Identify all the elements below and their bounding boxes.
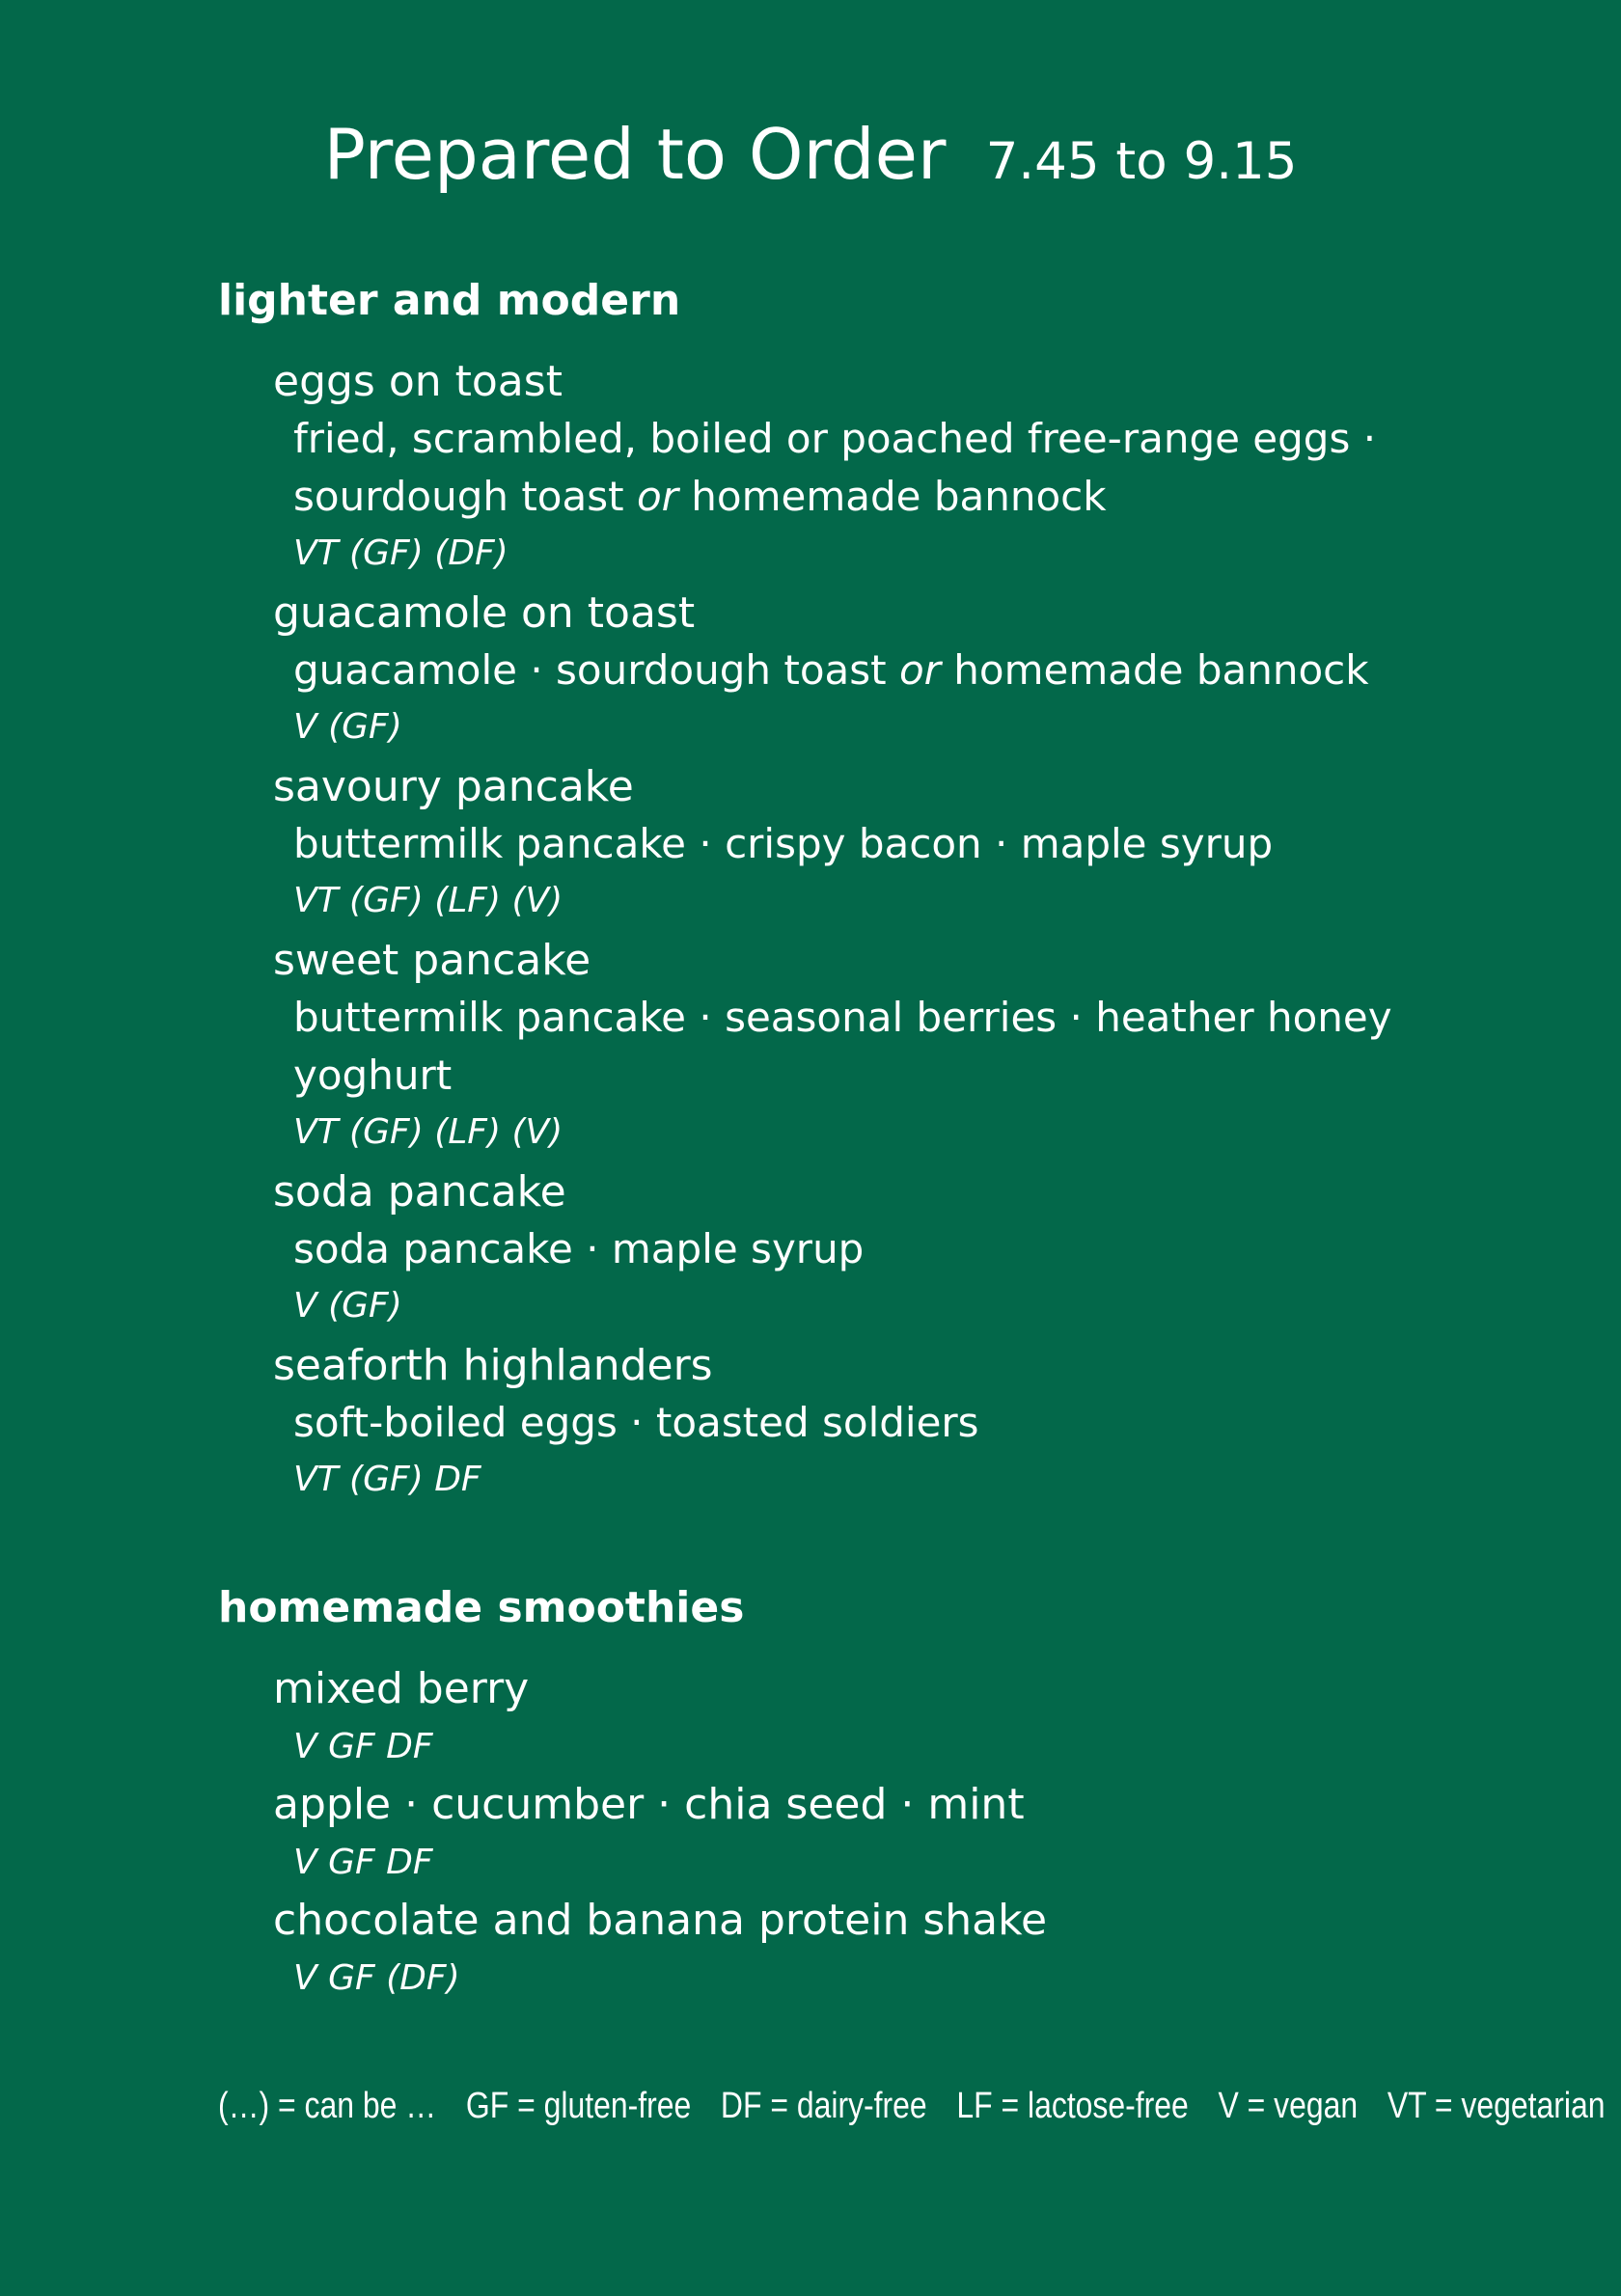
item-name-seaforth-highlanders: seaforth highlanders bbox=[273, 1341, 713, 1390]
item-desc-guacamole-on-toast: guacamole · sourdough toast or homemade bannock bbox=[293, 646, 1369, 694]
service-hours: 7.45 to 9.15 bbox=[985, 132, 1298, 191]
item-tags-mixed-berry: V GF DF bbox=[293, 1727, 433, 1766]
item-name-sweet-pancake: sweet pancake bbox=[273, 936, 591, 985]
item-desc-savoury-pancake: buttermilk pancake · crispy bacon · maple syrup bbox=[293, 820, 1274, 867]
legend-dairy-free: DF = dairy-free bbox=[720, 2086, 927, 2126]
item-tags-eggs-on-toast: VT (GF) (DF) bbox=[293, 533, 508, 573]
item-desc-eggs-on-toast-line2: sourdough toast or homemade bannock bbox=[293, 473, 1107, 520]
section-heading-homemade-smoothies: homemade smoothies bbox=[218, 1583, 745, 1632]
legend-vegetarian: VT = vegetarian bbox=[1387, 2086, 1606, 2126]
item-desc-eggs-on-toast-line1: fried, scrambled, boiled or poached free-range eggs · bbox=[293, 415, 1377, 462]
menu-header bbox=[0, 114, 1621, 195]
item-tags-guacamole-on-toast: V (GF) bbox=[293, 707, 402, 747]
item-name-guacamole-on-toast: guacamole on toast bbox=[273, 588, 696, 638]
legend-lactose-free: LF = lactose-free bbox=[956, 2086, 1189, 2126]
page-title: Prepared to Order bbox=[323, 114, 947, 195]
legend-can-be: (…) = can be … bbox=[218, 2086, 437, 2126]
item-tags-chocolate-banana-shake: V GF (DF) bbox=[293, 1958, 460, 1998]
item-name-chocolate-banana-shake: chocolate and banana protein shake bbox=[273, 1896, 1048, 1945]
legend-gluten-free: GF = gluten-free bbox=[465, 2086, 692, 2126]
item-desc-seaforth-highlanders: soft-boiled eggs · toasted soldiers bbox=[293, 1399, 979, 1446]
item-name-savoury-pancake: savoury pancake bbox=[273, 762, 634, 811]
section-heading-lighter-and-modern: lighter and modern bbox=[218, 276, 681, 325]
item-name-mixed-berry: mixed berry bbox=[273, 1664, 530, 1713]
item-name-soda-pancake: soda pancake bbox=[273, 1167, 566, 1216]
item-tags-savoury-pancake: VT (GF) (LF) (V) bbox=[293, 881, 563, 920]
legend-vegan: V = vegan bbox=[1218, 2086, 1359, 2126]
item-tags-seaforth-highlanders: VT (GF) DF bbox=[293, 1460, 481, 1499]
item-desc-soda-pancake: soda pancake · maple syrup bbox=[293, 1225, 865, 1272]
item-name-apple-cucumber-chia-mint: apple · cucumber · chia seed · mint bbox=[273, 1780, 1025, 1829]
item-tags-soda-pancake: V (GF) bbox=[293, 1286, 402, 1326]
item-tags-sweet-pancake: VT (GF) (LF) (V) bbox=[293, 1112, 563, 1152]
item-desc-sweet-pancake-line1: buttermilk pancake · seasonal berries · heather honey bbox=[293, 994, 1392, 1041]
dietary-legend bbox=[218, 2086, 1621, 2127]
item-name-eggs-on-toast: eggs on toast bbox=[273, 357, 563, 406]
item-desc-sweet-pancake-line2: yoghurt bbox=[293, 1052, 453, 1099]
item-tags-apple-cucumber-chia-mint: V GF DF bbox=[293, 1843, 433, 1882]
